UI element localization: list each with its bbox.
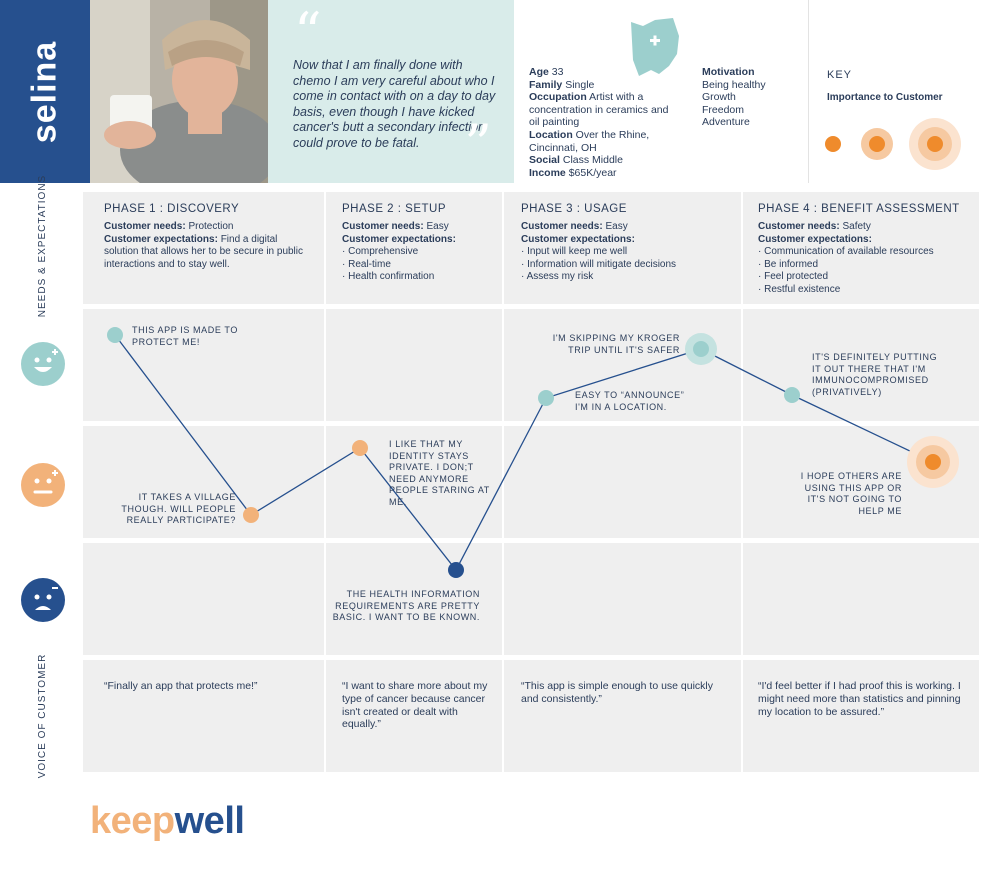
quote-open-icon: “	[294, 1, 322, 64]
voice-quote: “Finally an app that protects me!”	[104, 680, 258, 692]
journey-point	[243, 507, 259, 523]
journey-note: THIS APP IS MADE TO PROTECT ME!	[132, 325, 238, 347]
journey-note: EASY TO “ANNOUNCE” I'M IN A LOCATION.	[575, 390, 685, 412]
key-title: KEY	[827, 69, 853, 81]
motivation-item: Freedom	[702, 103, 745, 116]
journey-note: IT TAKES A VILLAGE THOUGH. WILL PEOPLE REALLY PARTICIPATE?	[121, 492, 236, 525]
demo-occupation: Occupation Artist with a concentration in ceramics and oil painting	[529, 91, 669, 129]
key-subtitle: Importance to Customer	[827, 92, 943, 103]
demo-social: Social Class Middle	[529, 154, 623, 167]
journey-point	[538, 390, 554, 406]
journey-point	[784, 387, 800, 403]
phase-needs: Customer needs: Easy Customer expectations: · Comprehensive · Real-time · Health confirmation	[342, 221, 456, 282]
row-label-voc: VOICE OF CUSTOMER	[37, 653, 48, 779]
phase-needs: Customer needs: Easy Customer expectations: · Input will keep me well · Information will mitigate decisions · Assess my risk	[521, 221, 677, 282]
persona-quote: Now that I am finally done with chemo I am very careful about who I come in contact with on a day to day basis, even though I have kicked cancer's butt a secondary infection could prove to be fatal.	[293, 58, 496, 150]
demo-age: Age 33	[529, 66, 564, 78]
phase-title: PHASE 4 : BENEFIT ASSESSMENT	[758, 203, 960, 215]
motivation-item: Growth	[702, 91, 736, 104]
keepwell-logo: keepwell	[90, 800, 245, 842]
phase-title: PHASE 2 : SETUP	[342, 203, 447, 215]
voice-quote: “I want to share more about my type of cancer because cancer isn't created or dealt with equally.”	[342, 680, 488, 731]
demo-family: Family Single	[529, 78, 595, 91]
phase-title: PHASE 1 : DISCOVERY	[104, 203, 240, 215]
journey-note: IT'S DEFINITELY PUTTING IT OUT THERE THAT I'M IMMUNOCOMPROMISED (PRIVATIVELY)	[812, 352, 938, 397]
demo-income: Income $65K/year	[529, 166, 617, 179]
journey-note: I HOPE OTHERS ARE USING THIS APP OR IT'S NOT GOING TO HELP ME	[800, 471, 902, 516]
motivation-label: Motivation	[702, 66, 755, 78]
journey-note: I LIKE THAT MY IDENTITY STAYS PRIVATE. I DON;T NEED ANYMORE PEOPLE STARING AT ME.	[389, 439, 490, 507]
persona-name: selina	[25, 40, 64, 144]
journey-point	[448, 562, 464, 578]
voice-quote: “This app is simple enough to use quickly and consistently.”	[521, 680, 714, 705]
journey-point	[107, 327, 123, 343]
phase-needs: Customer needs: Safety Customer expectations: · Communication of available resources · Be informed · Feel protected · Restful existence	[758, 221, 934, 295]
voice-quote: “I'd feel better if I had proof this is working. I might need more than statistics and pinning my location to be assured.”	[758, 680, 961, 718]
journey-note: I'M SKIPPING MY KROGER TRIP UNTIL IT'S SAFER	[552, 333, 680, 355]
row-label-needs: NEEDS & EXPECTATIONS	[37, 174, 48, 318]
journey-point	[352, 440, 368, 456]
demo-location: Location Over the Rhine, Cincinnati, OH	[529, 128, 650, 154]
journey-note: THE HEALTH INFORMATION REQUIREMENTS ARE PRETTY BASIC. I WANT TO BE KNOWN.	[332, 589, 480, 622]
motivation-item: Being healthy	[702, 78, 766, 91]
phase-title: PHASE 3 : USAGE	[521, 203, 627, 215]
motivation-item: Adventure	[702, 116, 750, 129]
quote-close-icon: ”	[464, 113, 492, 176]
phase-needs: Customer needs: Protection Customer expectations: Find a digital solution that allows her to be secure in public interactions and to stay well.	[104, 221, 304, 270]
